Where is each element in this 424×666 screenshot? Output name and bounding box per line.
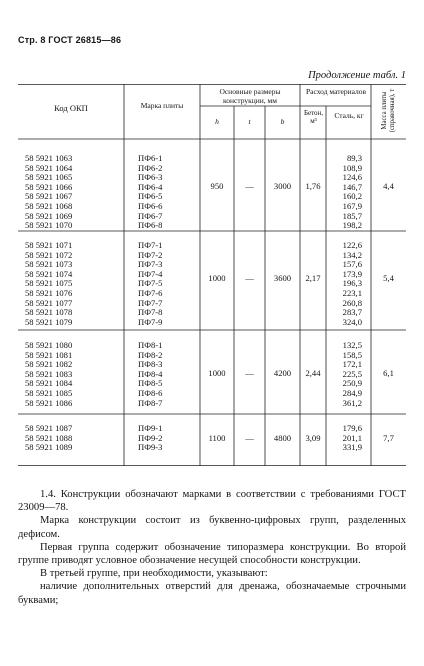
group4-b: 4800 (273, 433, 292, 443)
paragraph-third-group: В третьей группе, при необходимости, указывают: (40, 568, 268, 580)
group3-okp: 58 5921 1080 58 5921 1081 58 5921 1082 58 5921 1083 58 5921 1084 58 5921 1085 58 5921 1086 (25, 340, 73, 408)
body-text (18, 488, 406, 607)
header-concrete: Бетон, м³ (303, 109, 324, 125)
products-table (18, 84, 406, 466)
group4-marks: ПФ9-1 ПФ9-2 ПФ9-3 (138, 423, 163, 453)
group2-t: — (245, 273, 254, 283)
header-steel: Сталь, кг (334, 111, 364, 120)
group2-steel: 122,6 134,2 157,6 173,9 196,3 223,1 260,8 283,7 324,0 (342, 240, 362, 327)
group1-okp: 58 5921 1063 58 5921 1064 58 5921 1065 58 5921 1066 58 5921 1067 58 5921 1068 58 5921 1069 58 5921 1070 (25, 153, 73, 231)
group1-concrete: 1,76 (305, 181, 321, 191)
group2-concrete: 2,17 (305, 273, 321, 283)
header-mass: Масса плиты (справочная), т (381, 88, 396, 133)
group3-h: 1000 (208, 368, 226, 378)
header-dims: Основные размеры конструкции, мм (219, 87, 281, 105)
group3-marks: ПФ8-1 ПФ8-2 ПФ8-3 ПФ8-4 ПФ8-5 ПФ8-6 ПФ8-7 (138, 340, 163, 408)
page-header: Стр. 8 ГОСТ 26815—86 (18, 35, 122, 45)
group1-h: 950 (210, 181, 224, 191)
paragraph-first-group: Первая группа содержит обозначение типоразмера конструкции. Во второй группе приводят условное обозначение несущей способности конструкции. (18, 541, 406, 567)
group4-h: 1100 (208, 433, 226, 443)
group2-okp: 58 5921 1071 58 5921 1072 58 5921 1073 58 5921 1074 58 5921 1075 58 5921 1076 58 5921 1077 58 5921 1078 58 5921 1079 (25, 240, 73, 327)
paragraph-mark-structure: Марка конструкции состоит из буквенно-цифровых групп, разделенных дефисом. (18, 515, 406, 540)
group1-mass: 4,4 (383, 181, 394, 191)
paragraph-drainage: наличие дополнительных отверстий для дренажа, обозначаемые строчными буквами; (18, 581, 406, 606)
group3-steel: 132,5 158,5 172,1 225,5 250,9 284,9 361,2 (342, 340, 362, 408)
group2-b: 3600 (273, 273, 292, 283)
group2-mass: 5,4 (383, 273, 394, 283)
group2-marks: ПФ7-1 ПФ7-2 ПФ7-3 ПФ7-4 ПФ7-5 ПФ7-6 ПФ7-7 ПФ7-8 ПФ7-9 (138, 240, 163, 327)
group3-t: — (245, 368, 254, 378)
group4-okp: 58 5921 1087 58 5921 1088 58 5921 1089 (25, 423, 73, 453)
paragraph-1-4: 1.4. Конструкции обозначают марками в соответствии с требованиями ГОСТ 23009—78. (18, 489, 406, 514)
group3-mass: 6,1 (383, 368, 394, 378)
group4-mass: 7,7 (383, 433, 394, 443)
header-flow: Расход материалов (305, 87, 367, 96)
group1-b: 3000 (273, 181, 292, 191)
group3-b: 4200 (273, 368, 292, 378)
group2-h: 1000 (208, 273, 226, 283)
group3-concrete: 2,44 (305, 368, 321, 378)
header-okp: Код ОКП (54, 103, 88, 113)
group1-steel: 89,3 108,9 124,6 146,7 160,2 167,9 185,7 198,2 (342, 153, 362, 231)
table-continuation-label: Продолжение табл. 1 (308, 70, 406, 81)
group4-concrete: 3,09 (305, 433, 321, 443)
header-h: h (215, 117, 219, 126)
header-mark: Марка плиты (140, 101, 184, 110)
group1-t: — (245, 181, 254, 191)
header-b: b (280, 117, 285, 126)
group1-marks: ПФ6-1 ПФ6-2 ПФ6-3 ПФ6-4 ПФ6-5 ПФ6-6 ПФ6-7 ПФ6-8 (138, 153, 163, 231)
group4-t: — (245, 433, 254, 443)
group4-steel: 179,6 201,1 331,9 (342, 423, 362, 453)
header-t: t (248, 117, 251, 126)
